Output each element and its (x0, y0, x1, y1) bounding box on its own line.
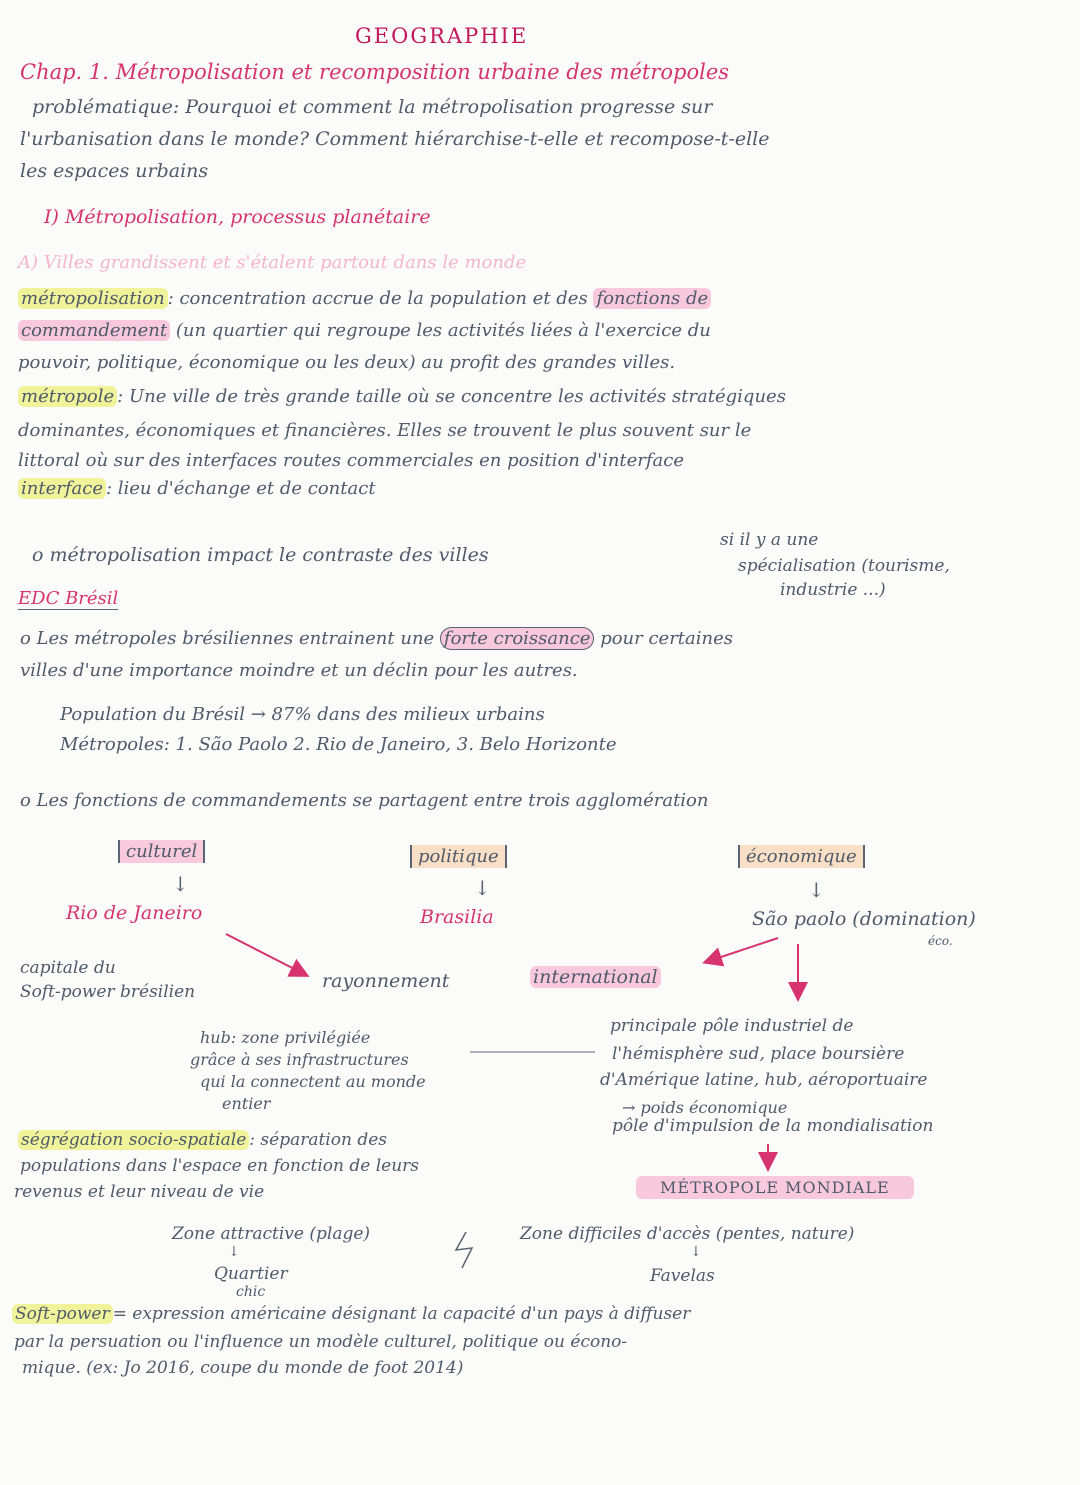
category-politique: politique (410, 845, 507, 868)
subsection-heading: A) Villes grandissent et s'étalent partout dans le monde (18, 252, 527, 273)
city-rio: Rio de Janeiro (66, 902, 203, 924)
pole-line-3: d'Amérique latine, hub, aéroportuaire (600, 1070, 928, 1090)
hub-line-1: hub: zone privilégiée (200, 1028, 371, 1047)
capitale-line-2: Soft-power brésilien (20, 982, 196, 1002)
softpower-line-1: Soft-power = expression américaine désignant la capacité d'un pays à diffuser (12, 1304, 690, 1324)
pole-line-2: l'hémisphère sud, place boursière (612, 1044, 905, 1064)
arrow-down-icon: ↓ (474, 876, 491, 900)
bresil-line-2: villes d'une importance moindre et un déclin pour les autres. (20, 660, 578, 681)
definition-metropolisation-line-3: pouvoir, politique, économique ou les deux) au profit des grandes villes. (18, 352, 676, 373)
population-line: Population du Brésil → 87% dans des milieux urbains (60, 704, 545, 725)
note-specialisation-1: si il y a une (720, 530, 819, 550)
contrast-lightning-icon (456, 1232, 472, 1268)
arrow-down-icon: ↓ (808, 878, 825, 902)
softpower-line-3: mique. (ex: Jo 2016, coupe du monde de foot 2014) (22, 1358, 464, 1378)
city-sao-paolo: São paolo (domination) (752, 908, 976, 930)
definition-metropole-line-2: dominantes, économiques et financières. Elles se trouvent le plus souvent sur le (18, 420, 752, 441)
quartier-line-2: chic (236, 1284, 266, 1300)
bresil-line-1: o Les métropoles brésiliennes entrainent une forte croissance pour certaines (20, 628, 734, 649)
term-interface: interface (18, 478, 106, 499)
page-title: GEOGRAPHIE (355, 24, 529, 48)
capitale-line-1: capitale du (20, 958, 116, 978)
arrow-rio-to-rayonnement (226, 934, 306, 975)
metropole-mondiale: MÉTROPOLE MONDIALE (636, 1176, 914, 1199)
term-metropolisation: métropolisation (18, 288, 168, 309)
international-highlight: international (530, 966, 661, 988)
chapter-title: Chap. 1. Métropolisation et recomposition urbaine des métropoles (20, 60, 730, 84)
arrow-down-icon: ↓ (172, 872, 189, 896)
problematique-line-3: les espaces urbains (20, 160, 209, 182)
term-metropole: métropole (18, 386, 117, 407)
softpower-line-2: par la persuation ou l'influence un modèle culturel, politique ou écono- (14, 1332, 628, 1352)
hub-line-3: qui la connectent au monde (200, 1072, 426, 1091)
term-softpower: Soft-power (12, 1304, 113, 1324)
favelas: Favelas (650, 1266, 715, 1286)
metropolisation-impact: o métropolisation impact le contraste des villes (32, 544, 489, 566)
fonctions-line: o Les fonctions de commandements se partagent entre trois agglomération (20, 790, 709, 811)
city-brasilia: Brasilia (420, 906, 494, 928)
arrow-down-icon: ↓ (228, 1244, 240, 1260)
pole-line-5: pôle d'impulsion de la mondialisation (612, 1116, 934, 1136)
definition-metropolisation: métropolisation : concentration accrue de la population et des fonctions de (18, 288, 711, 309)
arrow-down-icon: ↓ (690, 1244, 702, 1260)
pole-line-4: → poids économique (622, 1098, 788, 1117)
term-segregation: ségrégation socio-spatiale (18, 1130, 249, 1150)
segregation-line-1: ségrégation socio-spatiale : séparation des (18, 1130, 387, 1150)
segregation-line-3: revenus et leur niveau de vie (14, 1182, 265, 1202)
edc-heading: EDC Brésil (18, 588, 119, 609)
pole-line-1: principale pôle industriel de (610, 1016, 854, 1036)
segregation-line-2: populations dans l'espace en fonction de leurs (20, 1156, 420, 1176)
definition-interface: interface : lieu d'échange et de contact (18, 478, 376, 499)
arrow-sao-to-international (706, 938, 778, 962)
eco-note: éco. (928, 934, 953, 948)
section-heading: I) Métropolisation, processus planétaire (44, 206, 431, 228)
highlight-fonctions: fonctions de (593, 288, 711, 309)
hub-line-4: entier (222, 1094, 271, 1113)
highlight-commandement: commandement (18, 320, 170, 341)
note-specialisation-3: industrie ...) (780, 580, 886, 600)
highlight-forte-croissance: forte croissance (440, 627, 595, 650)
category-culturel: culturel (118, 840, 205, 863)
quartier-line-1: Quartier (214, 1264, 288, 1284)
note-specialisation-2: spécialisation (tourisme, (738, 556, 950, 576)
problematique-line-2: l'urbanisation dans le monde? Comment hiérarchise-t-elle et recompose-t-elle (20, 128, 770, 150)
category-economique: économique (738, 845, 865, 868)
rayonnement: rayonnement (322, 970, 450, 992)
zone-difficile: Zone difficiles d'accès (pentes, nature) (520, 1224, 855, 1244)
definition-metropolisation-line-2: commandement (un quartier qui regroupe les activités liées à l'exercice du (18, 320, 711, 341)
hub-line-2: grâce à ses infrastructures (190, 1050, 409, 1069)
definition-metropole-line-3: littoral où sur des interfaces routes commerciales en position d'interface (18, 450, 685, 471)
metropoles-line: Métropoles: 1. São Paolo 2. Rio de Janeiro, 3. Belo Horizonte (60, 734, 617, 755)
problematique-line-1: problématique: Pourquoi et comment la métropolisation progresse sur (32, 96, 713, 118)
definition-metropole: métropole : Une ville de très grande taille où se concentre les activités stratégiques (18, 386, 786, 407)
zone-attractive: Zone attractive (plage) (172, 1224, 371, 1244)
